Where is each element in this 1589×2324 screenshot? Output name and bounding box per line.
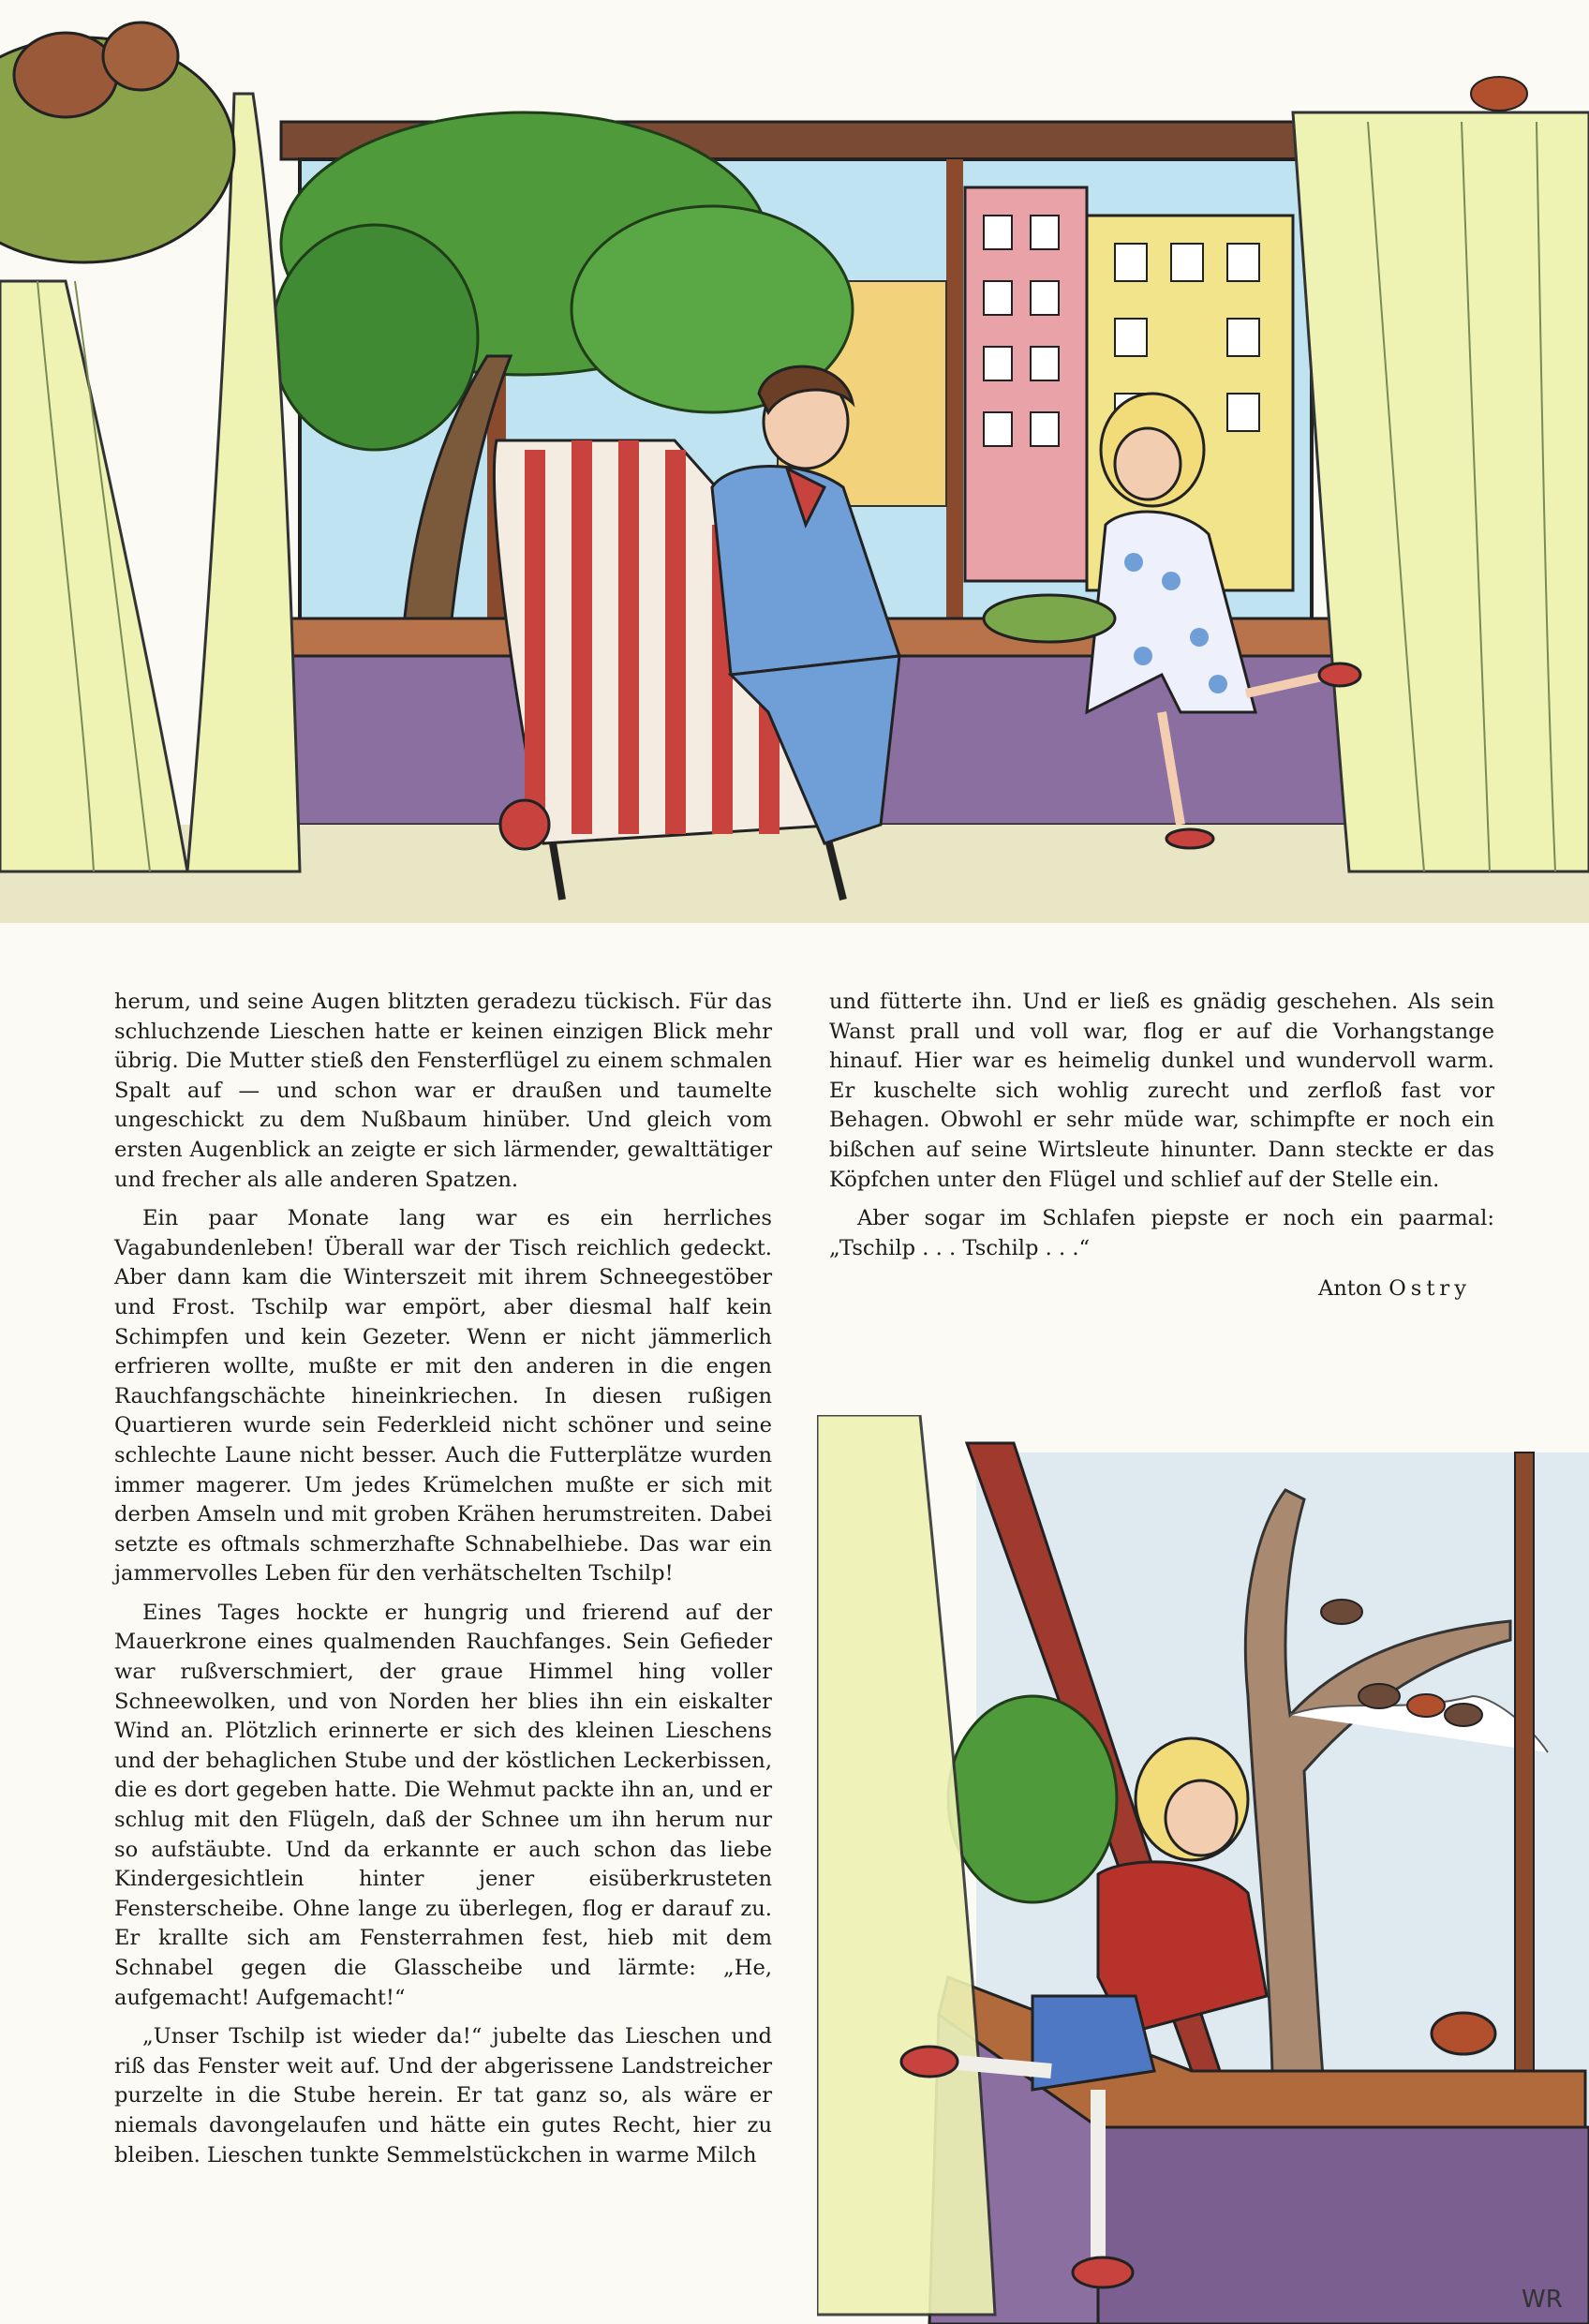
paragraph: und fütterte ihn. Und er ließ es gnädig geschehen. Als sein Wanst prall und voll war, flog er auf die Vorhangstange hinauf. Hier war es heimelig dunkel und wundervoll warm. Er kuschelte sich wohlig zurecht und zerfloß fast vor Behagen. Obwohl er sehr müde war, schimpfte er noch ein bißchen auf seine Wirtsleute hinunter. Dann steckte er das Köpfchen unter den Flügel und schlief auf der Stelle ein. xyxy=(829,990,1494,1192)
top-illustration xyxy=(0,0,1589,923)
sparrow-on-rod xyxy=(1471,77,1527,111)
bottom-illustration xyxy=(817,1415,1589,2324)
winter-window-scene xyxy=(817,1415,1589,2324)
paragraph: „Unser Tschilp ist wieder da!“ jubelte das Lieschen und riß das Fenster weit auf. Und der abgerissene Landstreicher purzelte in die Stube herein. Er tat ganz so, als wäre er niemals davongelaufen und hätte ein gutes Recht, hier zu bleiben. Lieschen tunkte Semmelstückchen in warme Milch xyxy=(114,2024,772,2168)
yarn-ball xyxy=(500,800,549,849)
bird-basket xyxy=(984,595,1115,642)
baby-bird xyxy=(14,33,117,117)
text-column-left xyxy=(114,988,772,2180)
sparrow-tschilp xyxy=(1432,2013,1495,2054)
potted-plant xyxy=(948,1696,1117,1902)
author-first-name: Anton xyxy=(1317,1276,1383,1302)
paragraph: Ein paar Monate lang war es ein herrliches Vagabundenleben! Überall war der Tisch reichlich gedeckt. Aber dann kam die Winterszeit mit ihrem Schneegestöber und Frost. Tschilp war empört, aber diesmal half kein Schimpfen und kein Gezeter. Wenn er nicht jämmerlich erfrieren wollte, mußte er mit den anderen in die engen Rauchfangschächte hineinkriechen. In diesen rußigen Quartieren wurde sein Federkleid nicht schöner und seine schlechte Laune nicht besser. Auch die Futterplätze wurden immer magerer. Um jedes Krümelchen mußte er sich mit derben Amseln und mit groben Krähen herumstreiten. Dabei setzte es oftmals schmerzhafte Schnabelhiebe. Das war ein jammervolles Leben für den verhätschelten Tschilp! xyxy=(114,1206,772,1587)
author-byline xyxy=(829,1274,1494,1304)
living-room-window-scene xyxy=(0,0,1589,923)
paragraph: Aber sogar im Schlafen piepste er noch ein paarmal: „Tschilp . . . Tschilp . . .“ xyxy=(829,1206,1494,1260)
paragraph: herum, und seine Augen blitzten geradezu tückisch. Für das schluchzende Lieschen hatte er keinen einzigen Blick mehr übrig. Die Mutter stieß den Fensterflügel zu einem schmalen Spalt auf — und schon war er draußen und taumelte ungeschickt zu dem Nußbaum hinüber. Und gleich vom ersten Augenblick an zeigte er sich lärmender, gewalttätiger und frecher als alle anderen Spatzen. xyxy=(114,990,772,1192)
bird xyxy=(1445,1704,1482,1726)
paragraph: Eines Tages hockte er hungrig und frierend auf der Mauerkrone eines qualmenden Rauchfanges. Sein Gefieder war rußverschmiert, der graue Himmel hing voller Schneewolken, und von Norden her blies ihn ein eiskalter Wind an. Plötzlich erinnerte er sich des kleinen Lieschens und der behaglichen Stube und der köstlichen Leckerbissen, die es dort gegeben hatte. Die Wehmut packte ihn an, und er schlug mit den Flügeln, daß der Schnee um ihn herum nur so aufstäubte. Und da erkannte er auch schon das liebe Kindergesichtlein hinter jener eisüberkrusteten Fensterscheibe. Ohne lange zu überlegen, flog er darauf zu. Er krallte sich am Fensterrahmen fest, hieb mit dem Schnabel gegen die Glasscheibe und lärmte: „He, aufgemacht! Aufgemacht!“ xyxy=(114,1600,772,2010)
artist-signature: WR xyxy=(1522,2286,1563,2314)
author-last-name: Ostry xyxy=(1389,1276,1471,1302)
text-column-right xyxy=(829,988,1494,1304)
bird xyxy=(1359,1684,1400,1708)
bird xyxy=(1407,1694,1445,1717)
bird xyxy=(1321,1600,1362,1624)
